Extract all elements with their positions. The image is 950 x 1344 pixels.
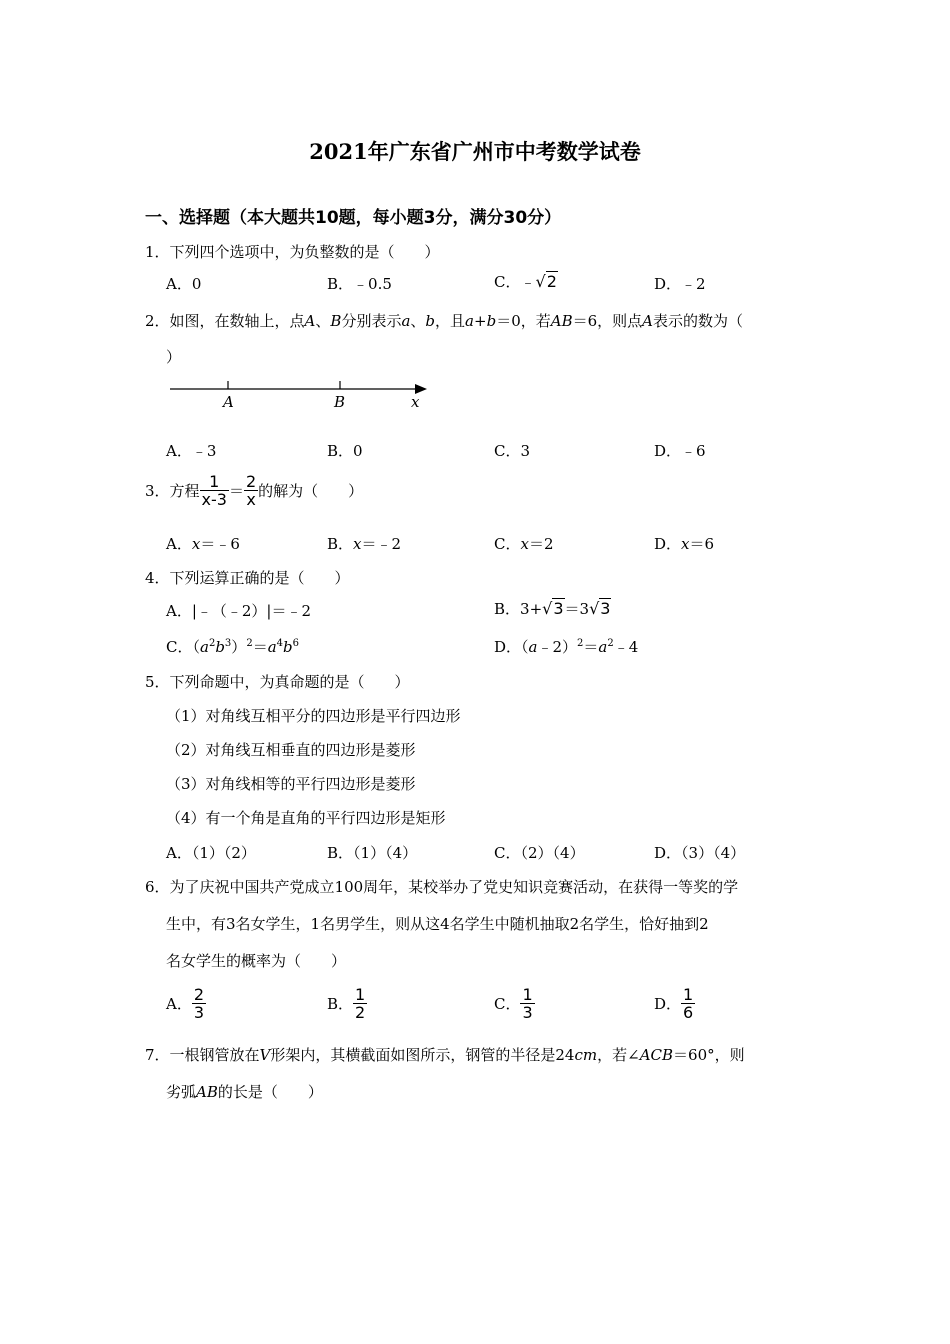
q1-option-d: D．﹣2: [654, 275, 706, 293]
fraction: $\frac{1}{3}$: [522, 985, 533, 1022]
q5-option-c: C．（2）（4）: [494, 844, 585, 862]
q6-option-c: C． $\frac{1}{3}$: [494, 985, 533, 1022]
q3-option-b: B．x＝﹣2: [327, 535, 402, 553]
q2-option-a: A．﹣3: [166, 442, 217, 460]
question-5-stem: 5．下列命题中，为真命题的是（ ）: [145, 673, 410, 691]
question-7-line-2: 劣弧AB的长是（ ）: [166, 1083, 323, 1101]
q5-option-b: B．（1）（4）: [327, 844, 418, 862]
q5-option-d: D．（3）（4）: [654, 844, 746, 862]
question-2-stem: 2．如图，在数轴上，点A、B分别表示a、b，且a+b＝0，若AB＝6，则点A表示的数为（: [145, 312, 743, 330]
q3-option-c: C．x＝2: [494, 535, 554, 553]
sqrt-symbol: √3: [589, 599, 611, 618]
q3-option-a: A．x＝﹣6: [166, 535, 240, 553]
q6-option-b: B． $\frac{1}{2}$: [327, 985, 366, 1022]
number-line-figure: [165, 378, 430, 412]
q6-option-a: A． $\frac{2}{3}$: [166, 985, 205, 1022]
question-2-stem-close: ）: [166, 348, 182, 366]
question-3-stem: 3．方程 $\frac{1}{x-3}$ ＝ $\frac{2}{x}$ 的解为（ ）: [145, 472, 364, 509]
q3-option-d: D．x＝6: [654, 535, 715, 553]
question-6-line-1: 6．为了庆祝中国共产党成立100周年，某校举办了党史知识竞赛活动，在获得一等奖的学: [145, 878, 739, 896]
q5-statement-2: （2）对角线互相垂直的四边形是菱形: [166, 741, 416, 759]
question-4-stem: 4．下列运算正确的是（ ）: [145, 569, 350, 587]
fraction-1: $\frac{1}{x-3}$: [201, 472, 227, 509]
q4-option-b: B．3+√3＝3√3: [494, 599, 611, 618]
sqrt-symbol: √3: [542, 599, 564, 618]
q1-option-b: B．﹣0.5: [327, 275, 392, 293]
q5-statement-1: （1）对角线互相平分的四边形是平行四边形: [166, 707, 461, 725]
question-7-line-1: 7．一根钢管放在V形架内，其横截面如图所示，钢管的半径是24cm，若∠ACB＝60°，则: [145, 1046, 745, 1064]
q2-option-c: C．3: [494, 442, 531, 460]
q4-option-a: A．|﹣（﹣2）|＝﹣2: [166, 602, 312, 620]
q2-option-b: B．0: [327, 442, 363, 460]
q5-statement-3: （3）对角线相等的平行四边形是菱形: [166, 775, 416, 793]
fraction: $\frac{1}{6}$: [683, 985, 694, 1022]
q6-option-d: D． $\frac{1}{6}$: [654, 985, 694, 1022]
label-a: A: [223, 393, 234, 411]
q1-option-c: C．﹣√2: [494, 272, 557, 291]
sqrt-symbol: √2: [535, 272, 557, 291]
fraction-2: $\frac{2}{x}$: [245, 472, 257, 509]
q5-statement-4: （4）有一个角是直角的平行四边形是矩形: [166, 809, 446, 827]
label-b: B: [334, 393, 346, 411]
q1-option-a: A．0: [166, 275, 202, 293]
fraction: $\frac{1}{2}$: [355, 985, 366, 1022]
label-x: x: [411, 393, 420, 411]
q4-option-c: C．$(a^2b^3)^2=a^4b^6$: [166, 638, 300, 656]
q4-option-d: D．$(a﹣2)^2=a^2﹣4$: [494, 638, 639, 656]
page-title: 2021年广东省广州市中考数学试卷: [309, 139, 641, 164]
q2-option-d: D．﹣6: [654, 442, 706, 460]
question-6-line-2: 生中，有3名女学生，1名男学生，则从这4名学生中随机抽取2名学生，恰好抽到2: [166, 915, 709, 933]
q5-option-a: A．（1）（2）: [166, 844, 256, 862]
fraction: $\frac{2}{3}$: [193, 985, 205, 1022]
question-6-line-3: 名女学生的概率为（ ）: [166, 952, 347, 970]
section-heading: 一、选择题（本大题共10题，每小题3分，满分30分）: [145, 208, 562, 228]
question-1-stem: 1．下列四个选项中，为负整数的是（ ）: [145, 243, 440, 261]
